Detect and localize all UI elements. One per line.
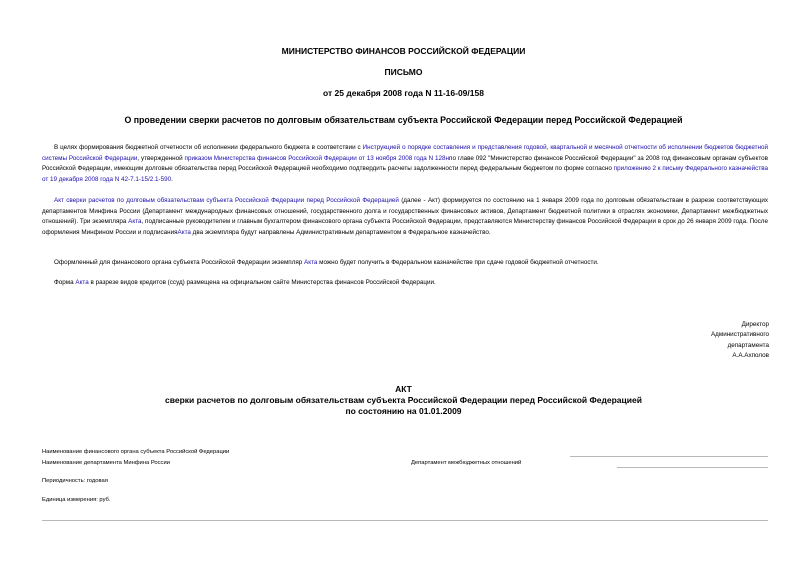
dept-label: Наименование департамента Минфина России	[42, 460, 170, 466]
paragraph-text: (далее - Акт) формируется по состоянию на 1 января 2009 года по долговым обязательствам в разрезе соответствующих департаментов Минфина России (Департамент международных финансовых отношений, государственного долга и государственных финансовых активов, Департамент бюджетной политики в отраслях экономики, Департамент межбюджетных отношений). Три экземпляра	[42, 197, 768, 226]
act-subtitle: сверки расчетов по долговым обязательствам субъекта Российской Федерации перед Российской Федерацией	[165, 395, 642, 405]
ministry-heading: МИНИСТЕРСТВО ФИНАНСОВ РОССИЙСКОЙ ФЕДЕРАЦИИ	[281, 46, 526, 56]
table-top-border	[42, 520, 768, 521]
paragraph-text: В целях формирования бюджетной отчетности об исполнении федерального бюджета в соответствии с	[54, 144, 363, 151]
paragraph-text: Оформленный для финансового органа субъекта Российской Федерации экземпляр	[54, 259, 305, 266]
act-date: по состоянию на 01.01.2009	[345, 406, 462, 416]
paragraph-text: два экземпляра будут направлены Административным департаментом в Федеральное казначейство.	[190, 228, 491, 236]
document-subject: О проведении сверки расчетов по долговым обязательствам субъекта Российской Федерации перед Российской Федерацией	[124, 115, 683, 125]
appendix-link[interactable]: приложению 2 к письму Федерального казначейства от 19 декабря 2008 года N 42-7.1-15/2.1-590	[42, 165, 768, 183]
act-form-link[interactable]: Акт сверки расчетов по долговым обязательствам субъекта Российской Федерации перед Российской Федерацией	[54, 197, 399, 204]
signature-position: Директор	[741, 321, 769, 328]
act-link[interactable]: Акта	[304, 259, 318, 266]
paragraph-2	[42, 196, 768, 238]
paragraph-3	[42, 258, 768, 269]
unit-label: Единица измерения: руб.	[42, 497, 111, 503]
org-value-line	[570, 456, 768, 457]
act-link[interactable]: Акта	[177, 228, 191, 236]
act-title: АКТ	[395, 384, 412, 394]
paragraph-text: Форма	[54, 279, 76, 286]
act-link[interactable]: Акта	[75, 279, 89, 286]
org-label: Наименование финансового органа субъекта Российской Федерации	[42, 449, 230, 455]
paragraph-text: в разрезе видов кредитов (ссуд) размещена на официальном сайте Министерства финансов Российской Федерации.	[88, 279, 436, 286]
order-link[interactable]: приказом Министерства финансов Российской Федерации от 13 ноября 2008 года N 128н	[184, 154, 450, 162]
document-date-number: от 25 декабря 2008 года N 11-16-09/158	[323, 88, 484, 98]
paragraph-4	[42, 278, 768, 289]
paragraph-text: , подписанные руководителем и главным бухгалтером финансового органа субъекта Российской Федерации, представляются Министерству финансов Российской Федерации в срок до 26 января 2009 года. После оформления Минфином России и подписания	[42, 218, 768, 236]
dept-value-line	[617, 467, 768, 468]
paragraph-text: .	[171, 175, 173, 183]
paragraph-text: по главе 092 "Министерство финансов Российской Федерации" за 2008 год финансовым органам субъектов Российской Федерации, имеющим долговые обязательства перед Российской Федерацией необходимо подтвердить расчеты задолженности перед федеральным бюджетом по форме согласно	[42, 154, 768, 173]
signature-name: А.А.Ахполов	[732, 352, 769, 360]
paragraph-text: можно будет получить в Федеральном казначействе при сдаче годовой бюджетной отчетности.	[317, 259, 599, 266]
periodicity-label: Периодичность: годовая	[42, 478, 108, 484]
paragraph-1	[42, 143, 768, 185]
paragraph-text: , утвержденной	[137, 154, 185, 162]
instruction-link[interactable]: Инструкцией о порядке составления и представления годовой, квартальной и месячной отчетности об исполнении бюджетов бюджетной системы Российской Федерации	[42, 144, 768, 162]
act-link[interactable]: Акта	[128, 218, 142, 226]
signature-block	[649, 320, 769, 362]
signature-department: Административного	[710, 331, 769, 339]
dept-value: Департамент межбюджетных отношений	[411, 460, 522, 466]
signature-department-cont: департамента	[727, 341, 769, 349]
document-type: ПИСЬМО	[384, 67, 423, 77]
